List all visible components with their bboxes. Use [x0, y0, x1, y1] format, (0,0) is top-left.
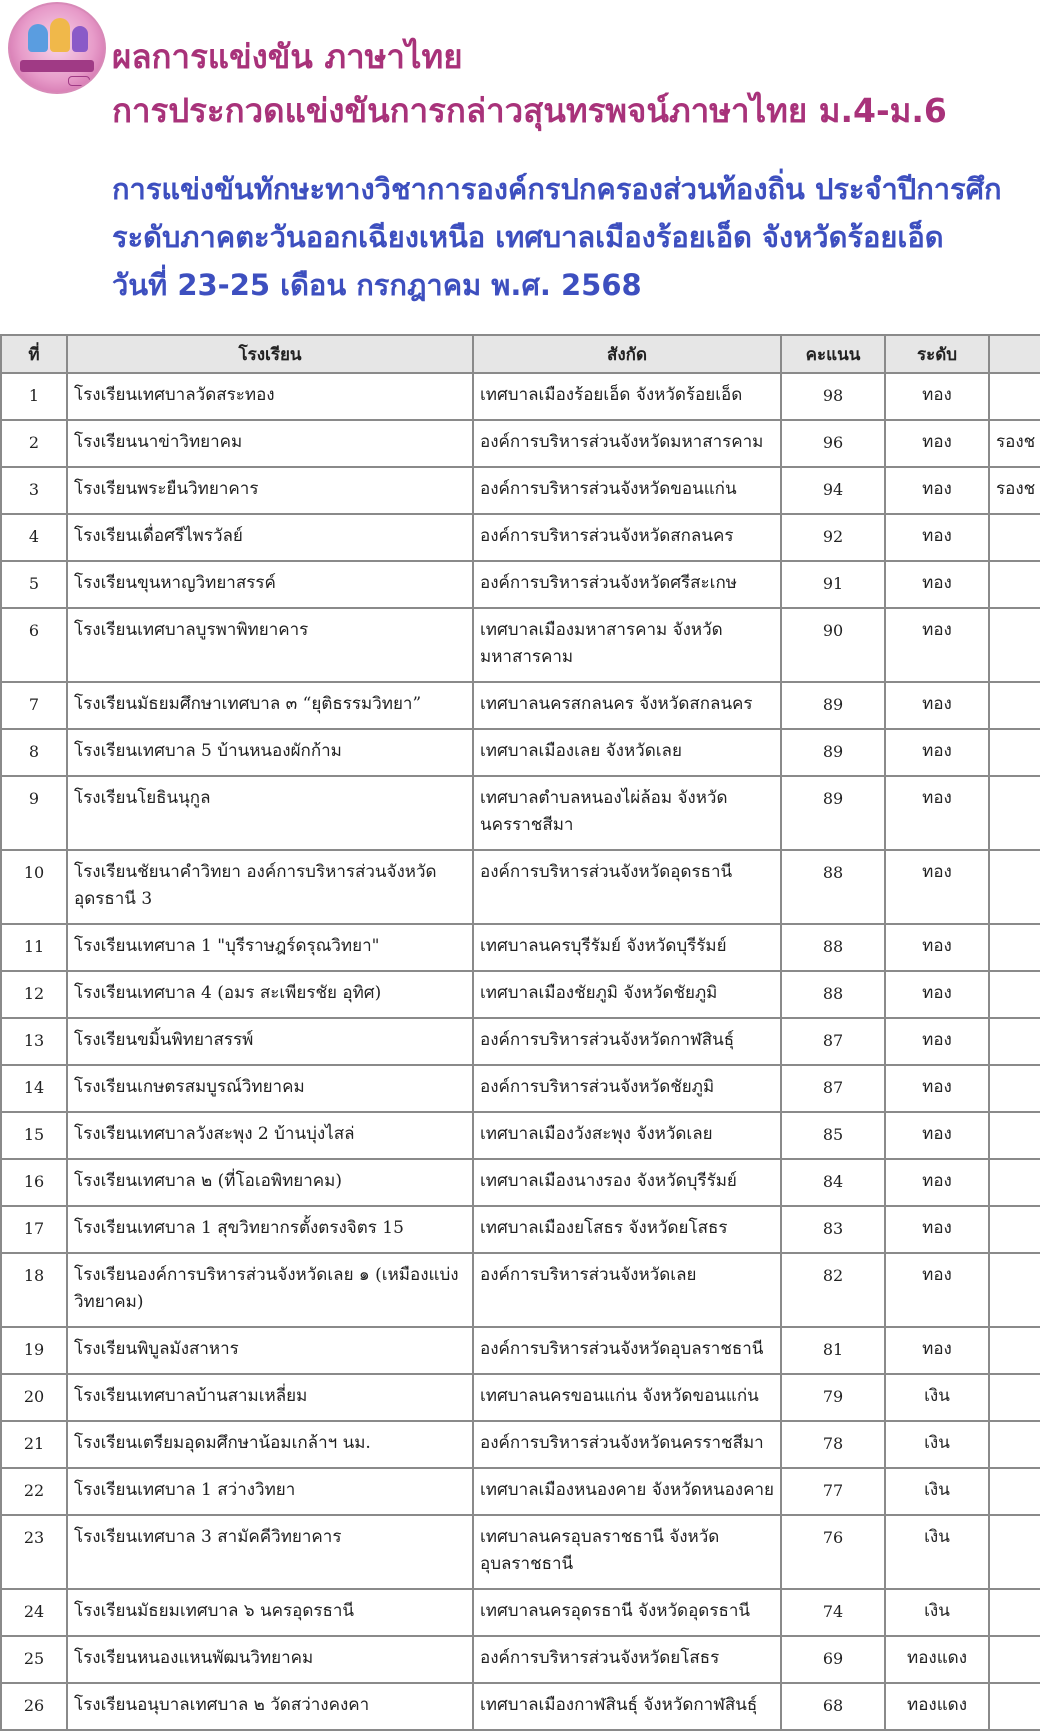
table-row [1, 420, 1040, 467]
cell-level: ทอง [885, 971, 989, 1018]
cell-no: 23 [1, 1515, 67, 1589]
table-row [1, 1065, 1040, 1112]
cell-score: 90 [781, 608, 885, 682]
cell-extra [989, 971, 1040, 1018]
table-row [1, 608, 1040, 682]
cell-score: 82 [781, 1253, 885, 1327]
cell-level: ทอง [885, 729, 989, 776]
cell-no: 9 [1, 776, 67, 850]
cell-agency: เทศบาลนครขอนแก่น จังหวัดขอนแก่น [473, 1374, 781, 1421]
cell-school: โรงเรียนเทศบาลวังสะพุง 2 บ้านบุ่งไสล่ [67, 1112, 473, 1159]
cell-no: 4 [1, 514, 67, 561]
cell-school: โรงเรียนองค์การบริหารส่วนจังหวัดเลย ๑ (เหมืองแบ่งวิทยาคม) [67, 1253, 473, 1327]
table-row [1, 373, 1040, 420]
cell-score: 74 [781, 1589, 885, 1636]
cell-agency: องค์การบริหารส่วนจังหวัดกาฬสินธุ์ [473, 1018, 781, 1065]
cell-school: โรงเรียนพระยืนวิทยาคาร [67, 467, 473, 514]
cell-score: 92 [781, 514, 885, 561]
cell-school: โรงเรียนเทศบาล 1 "บุรีราษฎร์ดรุณวิทยา" [67, 924, 473, 971]
event-subtitle: การแข่งขันทักษะทางวิชาการองค์กรปกครองส่วนท้องถิ่น ประจำปีการศึก [112, 172, 1002, 206]
cell-no: 15 [1, 1112, 67, 1159]
event-logo [8, 2, 106, 94]
cell-score: 77 [781, 1468, 885, 1515]
cell-no: 11 [1, 924, 67, 971]
cell-extra [989, 514, 1040, 561]
table-row [1, 1421, 1040, 1468]
cell-level: ทอง [885, 1206, 989, 1253]
cell-no: 12 [1, 971, 67, 1018]
cell-agency: เทศบาลเมืองหนองคาย จังหวัดหนองคาย [473, 1468, 781, 1515]
column-header-no: ที่ [1, 335, 67, 373]
table-row [1, 1018, 1040, 1065]
table-header-row [1, 335, 1040, 373]
cell-extra [989, 1327, 1040, 1374]
cell-level: ทองแดง [885, 1636, 989, 1683]
cell-agency: องค์การบริหารส่วนจังหวัดศรีสะเกษ [473, 561, 781, 608]
cell-school: โรงเรียนมัธยมศึกษาเทศบาล ๓ “ยุติธรรมวิทยา” [67, 682, 473, 729]
cell-score: 89 [781, 729, 885, 776]
cell-no: 6 [1, 608, 67, 682]
event-date: วันที่ 23-25 เดือน กรกฎาคม พ.ศ. 2568 [112, 268, 642, 302]
cell-score: 87 [781, 1065, 885, 1112]
cell-no: 7 [1, 682, 67, 729]
cell-extra [989, 682, 1040, 729]
cell-extra [989, 776, 1040, 850]
cell-extra [989, 1683, 1040, 1730]
cell-no: 26 [1, 1683, 67, 1730]
cell-score: 88 [781, 924, 885, 971]
cell-score: 85 [781, 1112, 885, 1159]
results-table [0, 334, 1040, 1731]
cell-extra [989, 1374, 1040, 1421]
cell-extra [989, 1112, 1040, 1159]
table-row [1, 514, 1040, 561]
cell-extra [989, 1468, 1040, 1515]
table-row [1, 971, 1040, 1018]
cell-score: 89 [781, 682, 885, 729]
cell-school: โรงเรียนเตรียมอุดมศึกษาน้อมเกล้าฯ นม. [67, 1421, 473, 1468]
table-row [1, 924, 1040, 971]
table-row [1, 776, 1040, 850]
cell-no: 17 [1, 1206, 67, 1253]
cell-score: 87 [781, 1018, 885, 1065]
cell-school: โรงเรียนหนองแหนพัฒนวิทยาคม [67, 1636, 473, 1683]
cell-school: โรงเรียนขมิ้นพิทยาสรรพ์ [67, 1018, 473, 1065]
cell-school: โรงเรียนเทศบาล 4 (อมร สะเพียรชัย อุทิศ) [67, 971, 473, 1018]
cell-level: ทอง [885, 514, 989, 561]
cell-school: โรงเรียนเทศบาล 3 สามัคคีวิทยาคาร [67, 1515, 473, 1589]
cell-no: 20 [1, 1374, 67, 1421]
table-row [1, 1515, 1040, 1589]
cell-agency: เทศบาลเมืองเลย จังหวัดเลย [473, 729, 781, 776]
cell-extra [989, 1018, 1040, 1065]
column-header-score: คะแนน [781, 335, 885, 373]
cell-no: 1 [1, 373, 67, 420]
cell-level: เงิน [885, 1468, 989, 1515]
competition-title: การประกวดแข่งขันการกล่าวสุนทรพจน์ภาษาไทย ม.4-ม.6 [112, 91, 947, 130]
cell-agency: เทศบาลเมืองร้อยเอ็ด จังหวัดร้อยเอ็ด [473, 373, 781, 420]
cell-agency: องค์การบริหารส่วนจังหวัดอุดรธานี [473, 850, 781, 924]
cell-level: ทอง [885, 420, 989, 467]
cell-no: 2 [1, 420, 67, 467]
cell-school: โรงเรียนเทศบาลวัดสระทอง [67, 373, 473, 420]
table-row [1, 1589, 1040, 1636]
cell-agency: เทศบาลนครอุบลราชธานี จังหวัดอุบลราชธานี [473, 1515, 781, 1589]
cell-extra: รองช [989, 467, 1040, 514]
cell-agency: เทศบาลเมืองกาฬสินธุ์ จังหวัดกาฬสินธุ์ [473, 1683, 781, 1730]
cell-school: โรงเรียนเทศบาล ๒ (ที่โอเอพิทยาคม) [67, 1159, 473, 1206]
cell-extra [989, 850, 1040, 924]
cell-no: 10 [1, 850, 67, 924]
cell-agency: เทศบาลตำบลหนองไผ่ล้อม จังหวัดนครราชสีมา [473, 776, 781, 850]
cell-agency: องค์การบริหารส่วนจังหวัดสกลนคร [473, 514, 781, 561]
cell-no: 25 [1, 1636, 67, 1683]
cell-no: 22 [1, 1468, 67, 1515]
table-row [1, 1206, 1040, 1253]
cell-extra [989, 1589, 1040, 1636]
cell-extra [989, 729, 1040, 776]
cell-level: เงิน [885, 1589, 989, 1636]
table-row [1, 1683, 1040, 1730]
table-row [1, 1636, 1040, 1683]
table-row [1, 1253, 1040, 1327]
cell-level: ทอง [885, 1253, 989, 1327]
table-row [1, 561, 1040, 608]
column-header-school: โรงเรียน [67, 335, 473, 373]
cell-score: 91 [781, 561, 885, 608]
table-row [1, 682, 1040, 729]
cell-level: เงิน [885, 1515, 989, 1589]
cell-no: 18 [1, 1253, 67, 1327]
cell-extra [989, 1206, 1040, 1253]
cell-agency: เทศบาลนครสกลนคร จังหวัดสกลนคร [473, 682, 781, 729]
cell-agency: เทศบาลเมืองวังสะพุง จังหวัดเลย [473, 1112, 781, 1159]
cell-agency: องค์การบริหารส่วนจังหวัดเลย [473, 1253, 781, 1327]
cell-extra [989, 1515, 1040, 1589]
cell-score: 89 [781, 776, 885, 850]
cell-school: โรงเรียนเดื่อศรีไพรวัลย์ [67, 514, 473, 561]
cell-school: โรงเรียนเทศบาล 5 บ้านหนองผักก้าม [67, 729, 473, 776]
cell-score: 96 [781, 420, 885, 467]
cell-no: 5 [1, 561, 67, 608]
cell-score: 83 [781, 1206, 885, 1253]
cell-score: 84 [781, 1159, 885, 1206]
cell-agency: องค์การบริหารส่วนจังหวัดขอนแก่น [473, 467, 781, 514]
cell-score: 88 [781, 850, 885, 924]
cell-no: 19 [1, 1327, 67, 1374]
cell-level: ทอง [885, 924, 989, 971]
cell-agency: เทศบาลนครบุรีรัมย์ จังหวัดบุรีรัมย์ [473, 924, 781, 971]
cell-level: ทอง [885, 850, 989, 924]
table-row [1, 1327, 1040, 1374]
cell-level: ทอง [885, 1327, 989, 1374]
cell-extra [989, 1636, 1040, 1683]
cell-school: โรงเรียนชัยนาคำวิทยา องค์การบริหารส่วนจังหวัดอุดรธานี 3 [67, 850, 473, 924]
table-row [1, 467, 1040, 514]
cell-level: ทอง [885, 1065, 989, 1112]
table-row [1, 850, 1040, 924]
table-row [1, 1374, 1040, 1421]
cell-extra [989, 1159, 1040, 1206]
cell-score: 69 [781, 1636, 885, 1683]
cell-school: โรงเรียนขุนหาญวิทยาสรรค์ [67, 561, 473, 608]
cell-agency: องค์การบริหารส่วนจังหวัดชัยภูมิ [473, 1065, 781, 1112]
cell-school: โรงเรียนเทศบาล 1 สุขวิทยากรตั้งตรงจิตร 15 [67, 1206, 473, 1253]
cell-extra [989, 1065, 1040, 1112]
cell-score: 68 [781, 1683, 885, 1730]
cell-agency: องค์การบริหารส่วนจังหวัดยโสธร [473, 1636, 781, 1683]
cell-level: ทอง [885, 561, 989, 608]
cell-agency: องค์การบริหารส่วนจังหวัดอุบลราชธานี [473, 1327, 781, 1374]
cell-extra [989, 1421, 1040, 1468]
cell-no: 16 [1, 1159, 67, 1206]
cell-agency: เทศบาลเมืองชัยภูมิ จังหวัดชัยภูมิ [473, 971, 781, 1018]
cell-level: ทอง [885, 682, 989, 729]
cell-extra [989, 924, 1040, 971]
cell-school: โรงเรียนโยธินนุกูล [67, 776, 473, 850]
cell-score: 88 [781, 971, 885, 1018]
cell-school: โรงเรียนเทศบาลบ้านสามเหลี่ยม [67, 1374, 473, 1421]
cell-school: โรงเรียนนาข่าวิทยาคม [67, 420, 473, 467]
cell-level: ทอง [885, 776, 989, 850]
cell-no: 14 [1, 1065, 67, 1112]
cell-score: 79 [781, 1374, 885, 1421]
cell-agency: องค์การบริหารส่วนจังหวัดมหาสารคาม [473, 420, 781, 467]
cell-score: 76 [781, 1515, 885, 1589]
cell-score: 98 [781, 373, 885, 420]
cell-level: ทอง [885, 1018, 989, 1065]
cell-agency: องค์การบริหารส่วนจังหวัดนครราชสีมา [473, 1421, 781, 1468]
cell-agency: เทศบาลเมืองนางรอง จังหวัดบุรีรัมย์ [473, 1159, 781, 1206]
cell-no: 21 [1, 1421, 67, 1468]
cell-level: ทอง [885, 1159, 989, 1206]
cell-score: 81 [781, 1327, 885, 1374]
cell-agency: เทศบาลเมืองมหาสารคาม จังหวัดมหาสารคาม [473, 608, 781, 682]
cell-school: โรงเรียนพิบูลมังสาหาร [67, 1327, 473, 1374]
cell-no: 3 [1, 467, 67, 514]
cell-school: โรงเรียนเทศบาล 1 สว่างวิทยา [67, 1468, 473, 1515]
cell-extra [989, 1253, 1040, 1327]
cell-extra: รองช [989, 420, 1040, 467]
event-region: ระดับภาคตะวันออกเฉียงเหนือ เทศบาลเมืองร้อยเอ็ด จังหวัดร้อยเอ็ด [112, 220, 944, 254]
cell-school: โรงเรียนมัธยมเทศบาล ๖ นครอุดรธานี [67, 1589, 473, 1636]
cell-level: เงิน [885, 1374, 989, 1421]
cell-agency: เทศบาลเมืองยโสธร จังหวัดยโสธร [473, 1206, 781, 1253]
table-row [1, 1112, 1040, 1159]
cell-level: ทองแดง [885, 1683, 989, 1730]
cell-level: ทอง [885, 1112, 989, 1159]
cell-score: 78 [781, 1421, 885, 1468]
cell-no: 13 [1, 1018, 67, 1065]
cell-school: โรงเรียนเกษตรสมบูรณ์วิทยาคม [67, 1065, 473, 1112]
cell-level: ทอง [885, 467, 989, 514]
cell-no: 8 [1, 729, 67, 776]
table-row [1, 729, 1040, 776]
cell-extra [989, 561, 1040, 608]
cell-level: ทอง [885, 373, 989, 420]
table-row [1, 1468, 1040, 1515]
column-header-agency: สังกัด [473, 335, 781, 373]
table-row [1, 1159, 1040, 1206]
cell-extra [989, 608, 1040, 682]
page-title: ผลการแข่งขัน ภาษาไทย [112, 37, 463, 76]
cell-extra [989, 373, 1040, 420]
cell-level: เงิน [885, 1421, 989, 1468]
cell-agency: เทศบาลนครอุดรธานี จังหวัดอุดรธานี [473, 1589, 781, 1636]
cell-score: 94 [781, 467, 885, 514]
cell-school: โรงเรียนเทศบาลบูรพาพิทยาคาร [67, 608, 473, 682]
column-header-extra [989, 335, 1040, 373]
cell-level: ทอง [885, 608, 989, 682]
column-header-level: ระดับ [885, 335, 989, 373]
cell-school: โรงเรียนอนุบาลเทศบาล ๒ วัดสว่างคงคา [67, 1683, 473, 1730]
cell-no: 24 [1, 1589, 67, 1636]
